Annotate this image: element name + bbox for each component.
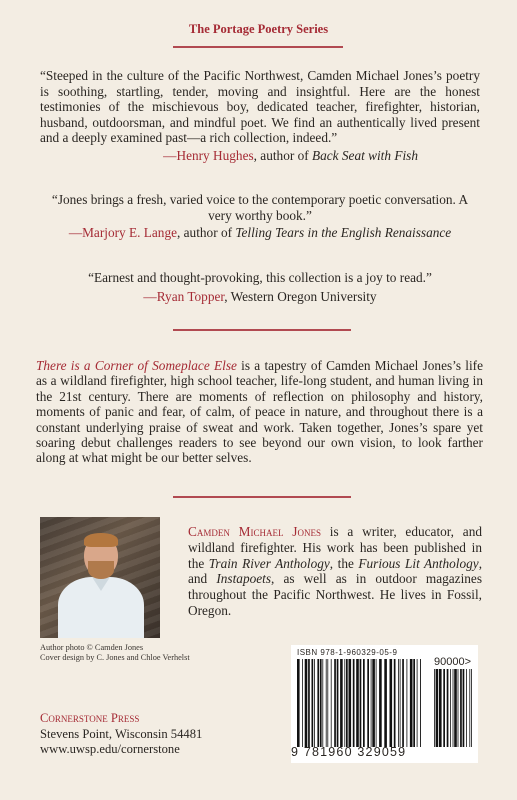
divider-lower bbox=[173, 496, 351, 498]
addon-barcode-bars bbox=[434, 669, 472, 747]
quote-attribution bbox=[40, 148, 480, 164]
author-name: Camden Michael Jones bbox=[188, 524, 321, 539]
quote-sep: , author of bbox=[253, 147, 312, 163]
price-code: 90000> bbox=[434, 656, 472, 668]
quote-sep: , Western Oregon University bbox=[224, 288, 377, 304]
divider-middle bbox=[173, 329, 351, 331]
quote-author: —Henry Hughes bbox=[163, 147, 254, 163]
publisher-url: www.uwsp.edu/cornerstone bbox=[40, 742, 180, 756]
barcode-digits: 9 781960 329059 bbox=[291, 745, 407, 759]
publisher bbox=[40, 711, 202, 758]
isbn-number: ISBN 978-1-960329-05-9 bbox=[297, 648, 398, 657]
bio-work: Furious Lit Anthology bbox=[358, 555, 479, 571]
bio-work: Instapoets bbox=[216, 571, 272, 587]
photo-credit: Author photo © Camden Jones bbox=[40, 643, 144, 652]
quote-attribution bbox=[40, 225, 480, 241]
quote-text: “Jones brings a fresh, varied voice to the contemporary poetic conversation. A very worthy book.” bbox=[51, 192, 469, 223]
quote-work: Telling Tears in the English Renaissance bbox=[235, 225, 452, 241]
quote-text: “Steeped in the culture of the Pacific Northwest, Camden Michael Jones’s poetry is soothing, startling, tender, moving and insightful. Here are the honest testimonies of the mischievous boy, dedicated teacher, firefighter, historian, husband, outdoorsman, and mindful poet. We find an authentically lived present and a deeply examined past—a rich collection, indeed.” bbox=[40, 68, 480, 146]
author-bio bbox=[188, 524, 482, 619]
quote-text: “Earnest and thought-provoking, this collection is a joy to read.” bbox=[88, 270, 432, 285]
bio-text: , and bbox=[188, 555, 483, 587]
bio-text: , as well as in outdoor magazines throughout the Pacific Northwest. He lives in Fossil, Oregon. bbox=[188, 571, 483, 618]
quote-lange bbox=[40, 192, 480, 241]
publisher-name: Cornerstone Press bbox=[40, 711, 140, 725]
quote-author: —Marjory E. Lange bbox=[68, 225, 177, 241]
publisher-city: Stevens Point, Wisconsin 54481 bbox=[40, 726, 203, 741]
quote-author: —Ryan Topper bbox=[143, 288, 225, 304]
quote-sep: , author of bbox=[177, 225, 236, 241]
barcode-bars bbox=[297, 659, 421, 747]
quote-work: Back Seat with Fish bbox=[312, 147, 418, 163]
isbn-barcode bbox=[291, 645, 478, 763]
design-credit: Cover design by C. Jones and Chloe Verhelst bbox=[40, 653, 190, 662]
bio-work: Train River Anthology bbox=[208, 555, 330, 571]
series-title: The Portage Poetry Series bbox=[188, 22, 329, 36]
book-blurb bbox=[36, 358, 483, 466]
blurb-body: is a tapestry of Camden Michael Jones’s life as a wildland firefighter, high school teacher, life-long student, and human living in the 21st century. There are moments of reflection on philosophy and history, moments of panic and fear, of calm, of peace in nature, and throughout there is a constant underlying praise of sweat and work. Taken together, Jones’s spare yet soaring debut challenges readers to see beyond our own vision, to look farther along at what might be our better selves. bbox=[36, 358, 483, 466]
book-title: There is a Corner of Someplace Else bbox=[36, 358, 237, 373]
credits bbox=[40, 643, 190, 663]
quote-topper bbox=[40, 270, 480, 304]
author-photo bbox=[40, 517, 160, 638]
divider-top bbox=[173, 46, 343, 48]
bio-text: is a writer, educator, and wildland firefighter. His work has been published in the bbox=[188, 524, 482, 571]
bio-text: , the bbox=[329, 555, 359, 571]
quote-hughes bbox=[40, 68, 480, 164]
quote-attribution bbox=[40, 289, 480, 305]
